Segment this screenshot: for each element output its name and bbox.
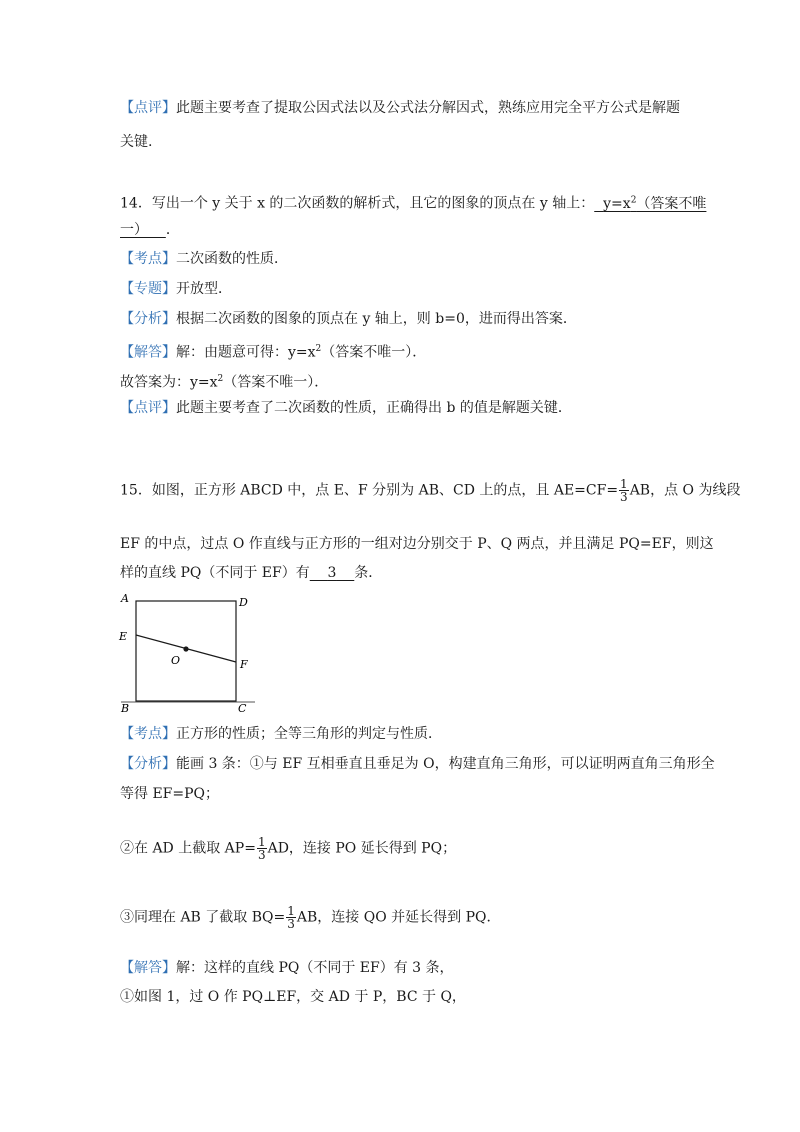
q15-jieda: 【解答】解：这样的直线 PQ（不同于 EF）有 3 条， xyxy=(120,960,454,976)
p13-comment-line1 xyxy=(120,98,680,118)
q14-answer-line: 故答案为：$y=x^2$（答案不唯一）． xyxy=(120,374,329,391)
q14-dianping: 【点评】此题主要考查了二次函数的性质，正确得出 b 的值是解题关键． xyxy=(120,400,572,416)
q15-jieda-line2: ①如图 1，过 O 作 PQ⊥EF，交 AD 于 P，BC 于 Q， xyxy=(120,989,466,1005)
q15-stem-line1: 15．如图，正方形 ABCD 中，点 E、F 分别为 AB、CD 上的点，且 AE=CF= $\frac{1}{3}$ AB，点 O 为线段 xyxy=(120,477,741,504)
p13-comment-line2: 关键. xyxy=(120,134,153,150)
comment-text: 此题主要考查了提取公因式法以及公式法分解因式，熟练应用完全平方公式是解题 xyxy=(176,100,680,116)
q14-fenxi: 【分析】根据二次函数的图象的顶点在 y 轴上，则 b=0，进而得出答案． xyxy=(120,311,577,327)
q15-fenxi-line2: 等得 EF=PQ； xyxy=(120,786,220,802)
q14-stem xyxy=(120,190,706,214)
fraction-one-third: $\frac{1}{3}$ xyxy=(620,477,628,504)
q15-answer: 3 xyxy=(327,565,337,581)
q14-jieda: 【解答】解：由题意可得：$y=x^2$（答案不唯一）． xyxy=(120,344,427,361)
square-figure xyxy=(115,590,265,715)
fraction-one-third: $\frac{1}{3}$ xyxy=(287,904,295,931)
q14-kaodian: 【考点】二次函数的性质． xyxy=(120,251,288,267)
label-a: A xyxy=(121,592,129,605)
fraction-one-third: $\frac{1}{3}$ xyxy=(257,835,266,862)
q15-kaodian: 【考点】正方形的性质；全等三角形的判定与性质． xyxy=(120,726,442,742)
q15-step3: ③同理在 AB 了截取 BQ= $\frac{1}{3}$ AB，连接 QO 并延长得到 PQ． xyxy=(120,904,501,931)
label-e: E xyxy=(119,630,128,643)
point-o xyxy=(183,646,188,651)
q14-answer: $y=x^2$（答案不唯 xyxy=(603,195,707,212)
q14-answer-cont: 一） xyxy=(120,222,148,238)
label-c: C xyxy=(238,702,247,715)
label-d: D xyxy=(239,596,248,609)
q14-stem-text: 14．写出一个 y 关于 x 的二次函数的解析式，且它的图象的顶点在 y 轴上： xyxy=(120,195,595,212)
q14-stem-line2: 一） ． xyxy=(120,222,180,238)
label-f: F xyxy=(240,658,248,671)
q15-fenxi-line1: 【分析】能画 3 条：①与 EF 互相垂直且垂足为 O，构建直角三角形，可以证明两直角三角形全 xyxy=(120,756,715,772)
label-o: O xyxy=(171,654,181,667)
q14-zhuanti: 【专题】开放型． xyxy=(120,281,232,297)
label-b: B xyxy=(121,702,130,715)
q15-step2: ②在 AD 上截取 AP= $\frac{1}{3}$ AD，连接 PO 延长得到 PQ； xyxy=(120,835,457,862)
comment-tag: 【点评】 xyxy=(120,100,176,116)
q15-stem-line3: 样的直线 PQ（不同于 EF）有 3 条． xyxy=(120,565,383,581)
q15-stem-line2: EF 的中点，过点 O 作直线与正方形的一组对边分别交于 P、Q 两点，并且满足 PQ=EF，则这 xyxy=(120,536,714,552)
